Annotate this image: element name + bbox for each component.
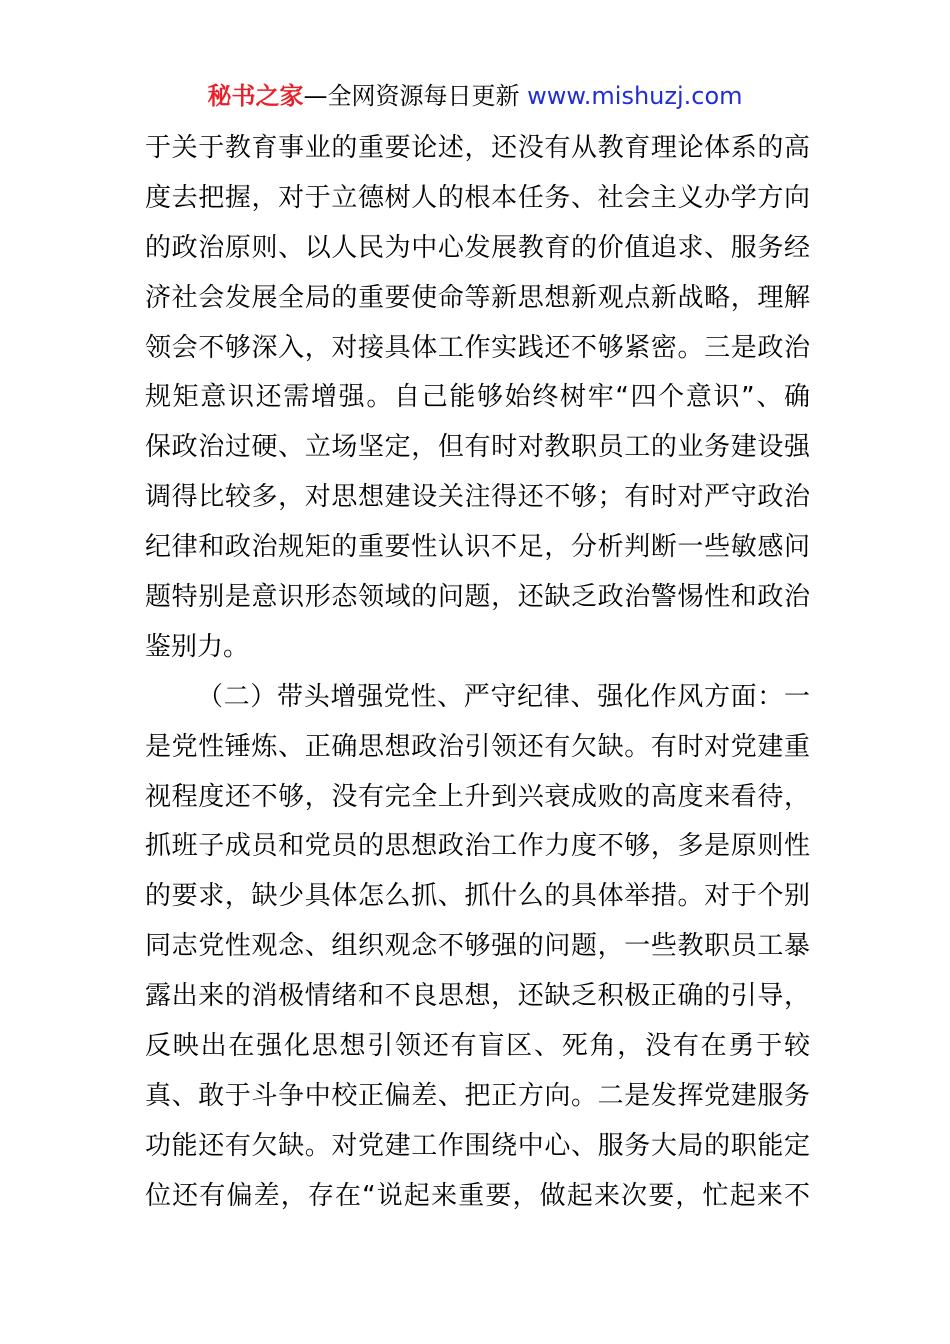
text-line: 露出来的消极情绪和不良思想，还缺乏积极正确的引导， (145, 981, 810, 1012)
text-line: 题特别是意识形态领域的问题，还缺乏政治警惕性和政治 (145, 582, 810, 613)
text-line: 度去把握，对于立德树人的根本任务、社会主义办学方向 (145, 182, 810, 213)
text-line: 调得比较多，对思想建设关注得还不够；有时对严守政治 (145, 482, 810, 513)
text-line: 是党性锤炼、正确思想政治引领还有欠缺。有时对党建重 (145, 731, 810, 762)
text-line: 的要求，缺少具体怎么抓、抓什么的具体举措。对于个别 (145, 881, 810, 912)
text-line: 保政治过硬、立场坚定，但有时对教职员工的业务建设强 (145, 432, 810, 463)
text-line: 的政治原则、以人民为中心发展教育的价值追求、服务经 (145, 232, 810, 263)
site-tagline: —全网资源每日更新 (303, 82, 520, 110)
text-line: 同志党性观念、组织观念不够强的问题，一些教职员工暴 (145, 931, 810, 962)
text-line: 视程度还不够，没有完全上升到兴衰成败的高度来看待， (145, 781, 810, 812)
text-line: 抓班子成员和党员的思想政治工作力度不够，多是原则性 (145, 831, 810, 862)
text-line: 真、敢于斗争中校正偏差、把正方向。二是发挥党建服务 (145, 1080, 810, 1111)
text-line: 鉴别力。 (145, 631, 250, 662)
document-body (145, 124, 810, 1222)
text-line: 领会不够深入，对接具体工作实践还不够紧密。三是政治 (145, 332, 810, 363)
site-brand: 秘书之家 (207, 82, 304, 110)
text-line: 位还有偏差，存在“说起来重要，做起来次要，忙起来不 (145, 1180, 810, 1211)
text-line: 反映出在强化思想引领还有盲区、死角，没有在勇于较 (145, 1031, 810, 1062)
site-url[interactable]: www.mishuzj.com (527, 82, 743, 110)
paragraph-start-line: （二）带头增强党性、严守纪律、强化作风方面：一 (197, 681, 810, 712)
text-line: 纪律和政治规矩的重要性认识不足，分析判断一些敏感问 (145, 532, 810, 563)
text-line: 功能还有欠缺。对党建工作围绕中心、服务大局的职能定 (145, 1130, 810, 1161)
text-line: 于关于教育事业的重要论述，还没有从教育理论体系的高 (145, 133, 810, 163)
page-header (0, 81, 950, 111)
text-line: 济社会发展全局的重要使命等新思想新观点新战略，理解 (145, 282, 810, 313)
text-line: 规矩意识还需增强。自己能够始终树牢“四个意识”、确 (145, 382, 810, 413)
